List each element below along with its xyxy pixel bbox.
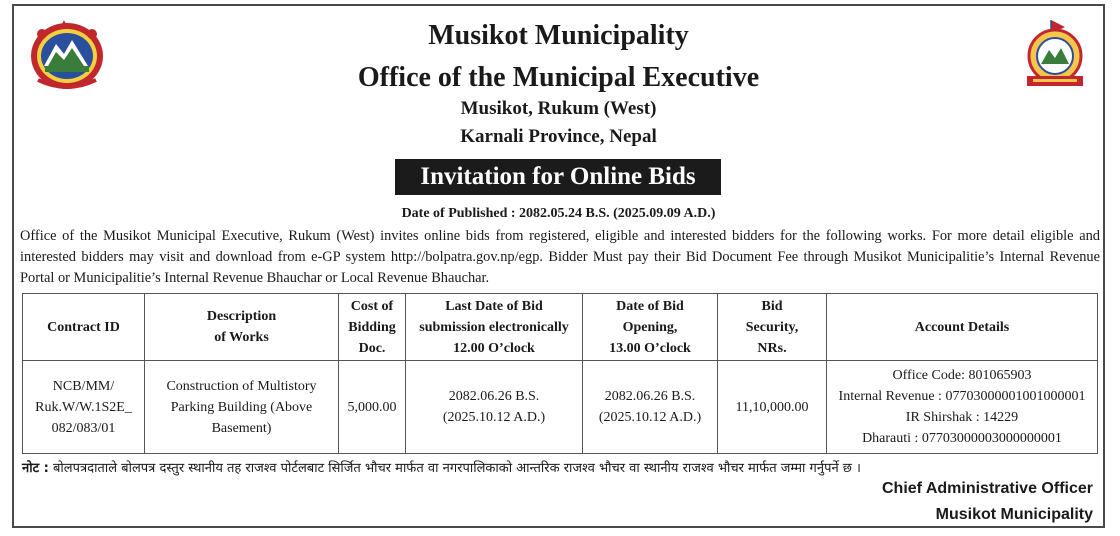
note-label: नोट : (22, 461, 49, 476)
municipality-title: Musikot Municipality (428, 20, 689, 51)
header-account: Account Details (827, 294, 1098, 361)
opening-date-cell: 2082.06.26 B.S. (2025.10.12 A.D.) (583, 361, 718, 454)
works-table (22, 293, 1098, 454)
header-cost: Cost of Bidding Doc. (339, 294, 406, 361)
table-row (23, 361, 1098, 454)
nepali-note (22, 458, 1102, 476)
address-line: Musikot, Rukum (West) (460, 98, 657, 119)
notice-page (12, 4, 1105, 528)
account-cell (827, 361, 1098, 454)
signature-office: Musikot Municipality (935, 506, 1093, 523)
note-text: बोलपत्रदाताले बोलपत्र दस्तुर स्थानीय तह राजश्व पोर्टलबाट सिर्जित भौचर मार्फत वा नगरपालिकाको आन्तरिक राजश्व भौचर वा स्थानीय राजश्व भौचर मार्फत जम्मा गर्नुपर्ने छ । (53, 461, 861, 476)
internal-revenue: Internal Revenue : 07703000001001000001 (838, 389, 1086, 404)
province-line: Karnali Province, Nepal (460, 126, 657, 147)
dharauti: Dharauti : 07703000003000000001 (862, 431, 1062, 446)
contract-id-cell: NCB/MM/ Ruk.W/W.1S2E_ 082/083/01 (23, 361, 145, 454)
office-code: Office Code: 801065903 (892, 368, 1032, 383)
ir-shirshak: IR Shirshak : 14229 (905, 410, 1019, 425)
header-security: Bid Security, NRs. (718, 294, 827, 361)
invitation-banner: Invitation for Online Bids (395, 159, 721, 195)
header-contract-id: Contract ID (23, 294, 145, 361)
security-cell: 11,10,000.00 (718, 361, 827, 454)
header-last-date: Last Date of Bid submission electronically 12.00 O’clock (406, 294, 583, 361)
last-date-cell: 2082.06.26 B.S. (2025.10.12 A.D.) (406, 361, 583, 454)
signature-title: Chief Administrative Officer (881, 480, 1093, 497)
intro-paragraph: Office of the Musikot Municipal Executive, Rukum (West) invites online bids from registered, eligible and interested bidders for the following works. For more detail eligible and interested bidders may visit and download from e-GP system http://bolpatra.gov.np/egp. Bidder Must pay their Bid Document Fee through Musikot Municipalitie’s Internal Revenue Portal or Municipalitie’s Internal Revenue Bhauchar or Local Revenue Bhauchar. (20, 228, 1100, 286)
table-header-row (23, 294, 1098, 361)
header-opening-date: Date of Bid Opening, 13.00 O’clock (583, 294, 718, 361)
published-date: Date of Published : 2082.05.24 B.S. (2025.09.09 A.D.) (401, 206, 716, 221)
description-cell: Construction of Multistory Parking Building (Above Basement) (145, 361, 339, 454)
office-title: Office of the Municipal Executive (357, 62, 760, 93)
cost-cell: 5,000.00 (339, 361, 406, 454)
header-description: Description of Works (145, 294, 339, 361)
